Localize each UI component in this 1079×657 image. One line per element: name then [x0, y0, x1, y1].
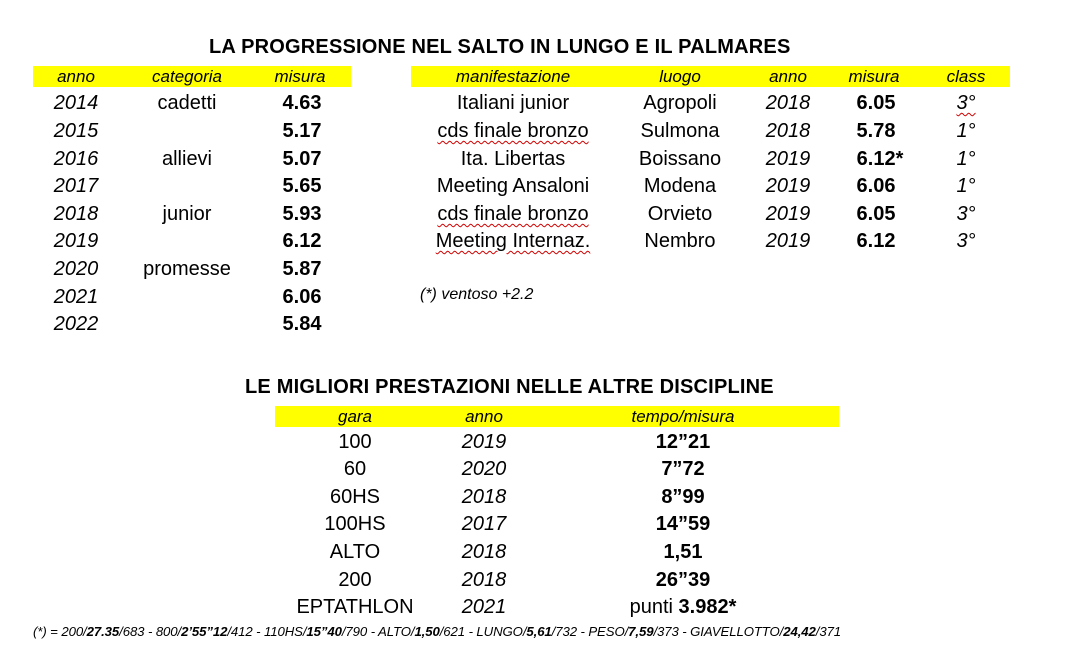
palmares-luogo: Boissano	[638, 148, 722, 170]
footnote	[33, 624, 841, 639]
palmares-misura: 6.05	[856, 203, 896, 225]
other-header-gara: gara	[337, 407, 373, 426]
footnote-part: /371	[815, 624, 842, 639]
progression-misura: 4.63	[282, 92, 322, 114]
palmares-manifestazione-text: cds finale bronzo	[437, 120, 589, 142]
palmares-luogo: Orvieto	[647, 203, 713, 225]
footnote-value: 1,50	[414, 624, 440, 639]
eptathlon-score: 3.982*	[678, 596, 737, 618]
palmares-manifestazione-text: cds finale bronzo	[437, 203, 589, 225]
palmares-luogo: Agropoli	[643, 92, 717, 114]
other-disciplines-title: LE MIGLIORI PRESTAZIONI NELLE ALTRE DISCIPLINE	[245, 376, 774, 398]
palmares-luogo: Sulmona	[640, 120, 720, 142]
palmares-misura: 6.12	[856, 230, 896, 252]
progression-anno: 2020	[53, 258, 99, 280]
footnote-part: /412 - 110HS/	[227, 624, 307, 639]
other-anno: 2018	[461, 486, 507, 508]
other-header-anno: anno	[465, 407, 503, 426]
footnote-value: 2’55”12	[181, 624, 228, 639]
other-gara: 200	[338, 569, 372, 591]
footnote-value: 27.35	[86, 624, 120, 639]
palmares-note: (*) ventoso +2.2	[420, 286, 534, 303]
progression-categoria: cadetti	[157, 92, 217, 114]
palmares-misura: 5.78	[856, 120, 896, 142]
other-tempo: 7”72	[661, 458, 705, 480]
other-gara: EPTATHLON	[296, 596, 414, 618]
other-tempo: 1,51	[663, 541, 703, 563]
palmares-manifestazione: Ita. Libertas	[460, 148, 566, 170]
progression-header-categoria: categoria	[152, 67, 222, 86]
palmares-misura: 6.05	[856, 92, 896, 114]
footnote-part: (*) = 200/	[33, 624, 87, 639]
progression-misura: 5.87	[282, 258, 322, 280]
other-gara: 100HS	[324, 513, 386, 535]
palmares-anno: 2019	[765, 148, 811, 170]
palmares-class: 3°	[956, 203, 976, 225]
other-anno: 2019	[461, 431, 507, 453]
palmares-misura: 6.06	[856, 175, 896, 197]
other-anno: 2017	[461, 513, 507, 535]
progression-title: LA PROGRESSIONE NEL SALTO IN LUNGO E IL PALMARES	[209, 36, 791, 58]
progression-anno: 2018	[53, 203, 99, 225]
palmares-anno: 2019	[765, 230, 811, 252]
progression-header-anno: anno	[57, 67, 95, 86]
palmares-manifestazione: Italiani junior	[456, 92, 570, 114]
palmares-class: 3°	[956, 92, 976, 114]
progression-anno: 2016	[53, 148, 99, 170]
other-tempo	[598, 594, 768, 620]
progression-anno: 2014	[53, 92, 99, 114]
other-gara: 100	[338, 431, 372, 453]
progression-anno: 2019	[53, 230, 99, 252]
palmares-anno: 2019	[765, 175, 811, 197]
palmares-luogo: Modena	[643, 175, 717, 197]
other-gara: ALTO	[329, 541, 381, 563]
footnote-value: 7,59	[628, 624, 654, 639]
other-anno: 2021	[461, 596, 507, 618]
footnote-part: /373 - GIAVELLOTTO/	[653, 624, 784, 639]
other-anno: 2018	[461, 541, 507, 563]
progression-categoria: promesse	[143, 258, 231, 280]
progression-misura: 5.07	[282, 148, 322, 170]
footnote-value: 5,61	[526, 624, 552, 639]
footnote-value: 15”40	[306, 624, 342, 639]
palmares-manifestazione	[413, 201, 613, 227]
palmares-class: 1°	[956, 148, 976, 170]
palmares-manifestazione	[413, 228, 613, 254]
palmares-anno: 2018	[765, 92, 811, 114]
progression-anno: 2021	[53, 286, 99, 308]
progression-misura: 5.93	[282, 203, 322, 225]
progression-header-misura: misura	[274, 67, 326, 86]
progression-anno: 2017	[53, 175, 99, 197]
palmares-class: 1°	[956, 120, 976, 142]
palmares-class: 1°	[956, 175, 976, 197]
palmares-misura: 6.12*	[856, 148, 904, 170]
progression-anno: 2015	[53, 120, 99, 142]
palmares-class: 3°	[956, 230, 976, 252]
palmares-luogo: Nembro	[644, 230, 716, 252]
palmares-manifestazione-text: Meeting Internaz.	[435, 230, 591, 252]
palmares-header-anno: anno	[769, 67, 807, 86]
other-gara: 60HS	[329, 486, 381, 508]
palmares-header-manifestazione: manifestazione	[455, 67, 571, 86]
other-tempo: 12”21	[655, 431, 711, 453]
other-tempo: 26”39	[655, 569, 711, 591]
eptathlon-prefix: punti	[629, 596, 679, 618]
other-header-tempo: tempo/misura	[631, 407, 735, 426]
progression-categoria: allievi	[161, 148, 213, 170]
progression-misura: 5.84	[282, 313, 322, 335]
footnote-part: /732 - PESO/	[551, 624, 629, 639]
other-tempo: 8”99	[661, 486, 705, 508]
progression-misura: 5.17	[282, 120, 322, 142]
palmares-anno: 2018	[765, 120, 811, 142]
progression-misura: 6.06	[282, 286, 322, 308]
palmares-header-luogo: luogo	[659, 67, 701, 86]
palmares-manifestazione	[413, 118, 613, 144]
other-anno: 2020	[461, 458, 507, 480]
other-gara: 60	[343, 458, 367, 480]
footnote-part: /683 - 800/	[119, 624, 182, 639]
palmares-anno: 2019	[765, 203, 811, 225]
palmares-header-misura: misura	[848, 67, 900, 86]
footnote-part: /621 - LUNGO/	[439, 624, 527, 639]
palmares-manifestazione: Meeting Ansaloni	[436, 175, 590, 197]
progression-misura: 6.12	[282, 230, 322, 252]
palmares-header-class: class	[946, 67, 986, 86]
footnote-value: 24,42	[783, 624, 816, 639]
other-anno: 2018	[461, 569, 507, 591]
progression-anno: 2022	[53, 313, 99, 335]
progression-misura: 5.65	[282, 175, 322, 197]
progression-categoria: junior	[162, 203, 212, 225]
other-tempo: 14”59	[655, 513, 711, 535]
footnote-part: /790 - ALTO/	[341, 624, 415, 639]
